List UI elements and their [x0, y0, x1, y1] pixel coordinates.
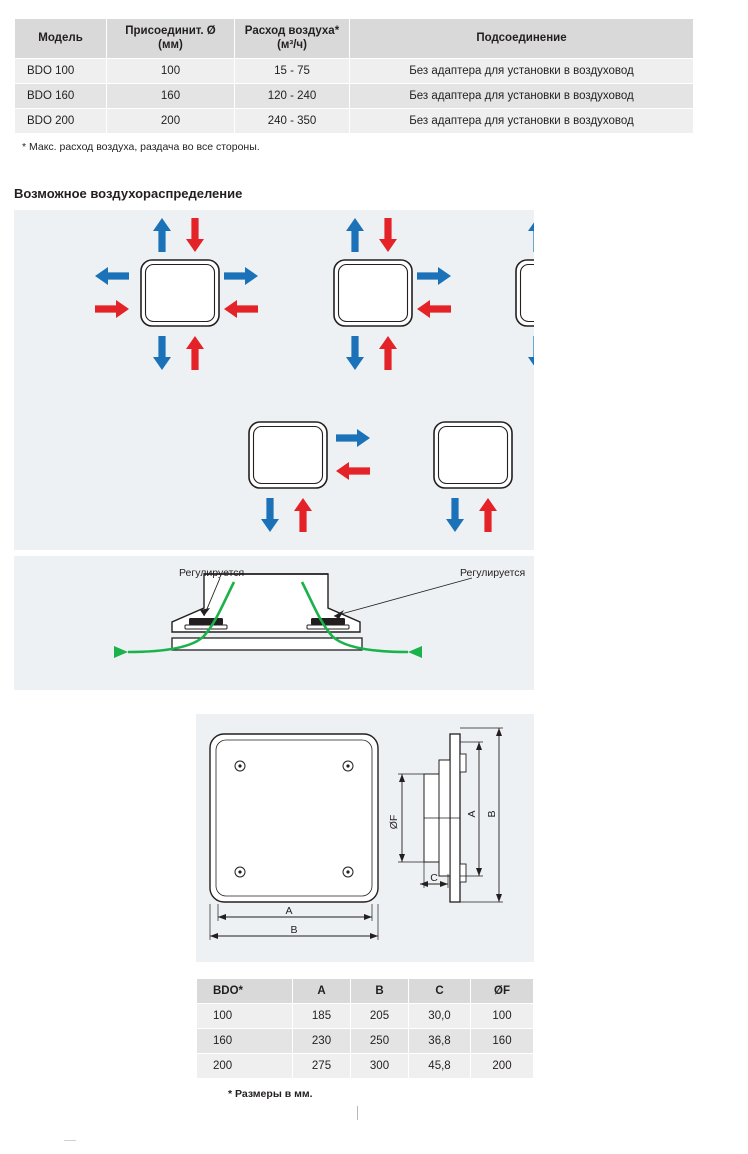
table-row	[15, 108, 694, 133]
page-title: Возможное воздухораспределение	[14, 186, 243, 201]
dim-label-b-front: B	[290, 924, 298, 936]
table-row	[15, 83, 694, 108]
airflow-unit-4way	[95, 218, 258, 370]
dimension-drawing-svg	[196, 714, 534, 962]
spec-cell-airflow: 15 - 75	[235, 58, 350, 83]
spec-table-note: * Макс. расход воздуха, раздача во все стороны.	[22, 141, 260, 153]
adjustable-section-panel	[14, 556, 534, 690]
dim-cell-f: 100	[471, 1004, 534, 1029]
airflow-unit-2way-corner	[249, 422, 370, 532]
dim-label-f: ØF	[388, 814, 400, 830]
dim-cell-a: 185	[293, 1004, 351, 1029]
spec-header-diameter	[107, 19, 235, 59]
airflow-unit-1way	[434, 422, 512, 532]
spec-cell-model: BDO 200	[15, 108, 107, 133]
adjustable-label-left: Регулируется	[179, 567, 245, 579]
airflow-unit-3way	[334, 218, 451, 370]
spec-table-header-row	[15, 19, 694, 59]
dim-cell-b: 205	[351, 1004, 409, 1029]
dim-label-a-side: A	[466, 810, 478, 818]
spec-table	[14, 18, 694, 134]
spec-cell-airflow: 240 - 350	[235, 108, 350, 133]
spec-header-diameter-line2: (мм)	[158, 39, 183, 52]
spec-header-airflow	[235, 19, 350, 59]
spec-cell-model: BDO 160	[15, 83, 107, 108]
adjustable-label-right: Регулируется	[460, 567, 526, 579]
spec-header-connection: Подсоединение	[350, 19, 694, 59]
airflow-distribution-panel	[14, 210, 534, 550]
spec-cell-connection: Без адаптера для установки в воздуховод	[350, 83, 694, 108]
dim-label-a-front: A	[285, 905, 293, 917]
dim-cell-model: 160	[197, 1029, 293, 1054]
dim-table-header-row	[197, 979, 534, 1004]
spec-cell-airflow: 120 - 240	[235, 83, 350, 108]
table-row	[197, 1054, 534, 1079]
dim-cell-a: 230	[293, 1029, 351, 1054]
dim-cell-f: 160	[471, 1029, 534, 1054]
dim-header-f: ØF	[471, 979, 534, 1004]
table-row	[197, 1029, 534, 1054]
spec-cell-connection: Без адаптера для установки в воздуховод	[350, 108, 694, 133]
dim-cell-c: 36,8	[409, 1029, 471, 1054]
dim-cell-model: 200	[197, 1054, 293, 1079]
spec-cell-model: BDO 100	[15, 58, 107, 83]
dim-header-b: B	[351, 979, 409, 1004]
spec-cell-connection: Без адаптера для установки в воздуховод	[350, 58, 694, 83]
page-tick-mark	[357, 1106, 358, 1120]
dim-cell-b: 250	[351, 1029, 409, 1054]
spec-header-model: Модель	[15, 19, 107, 59]
table-row	[197, 1004, 534, 1029]
dimension-table-note: * Размеры в мм.	[228, 1088, 313, 1100]
dim-label-c: C	[430, 872, 438, 884]
adjustable-diagram-svg	[14, 556, 534, 690]
dimension-table	[196, 978, 534, 1079]
dim-cell-c: 30,0	[409, 1004, 471, 1029]
dim-cell-c: 45,8	[409, 1054, 471, 1079]
dim-header-a: A	[293, 979, 351, 1004]
spec-cell-diameter: 200	[107, 108, 235, 133]
spec-header-diameter-line1: Присоединит. Ø	[125, 25, 216, 37]
airflow-unit-2way-vertical	[516, 218, 534, 370]
dim-header-c: C	[409, 979, 471, 1004]
spec-header-airflow-line2: (м³/ч)	[277, 39, 307, 52]
dim-cell-model: 100	[197, 1004, 293, 1029]
dim-cell-f: 200	[471, 1054, 534, 1079]
dim-header-model: BDO*	[197, 979, 293, 1004]
dim-cell-b: 300	[351, 1054, 409, 1079]
spec-cell-diameter: 100	[107, 58, 235, 83]
spec-header-airflow-line1: Расход воздуха*	[244, 25, 340, 37]
airflow-diagram-svg	[14, 210, 534, 550]
dim-label-b-side: B	[486, 810, 498, 818]
dimension-drawing-panel	[196, 714, 534, 962]
spec-cell-diameter: 160	[107, 83, 235, 108]
footer-divider	[64, 1140, 76, 1141]
table-row	[15, 58, 694, 83]
dim-cell-a: 275	[293, 1054, 351, 1079]
